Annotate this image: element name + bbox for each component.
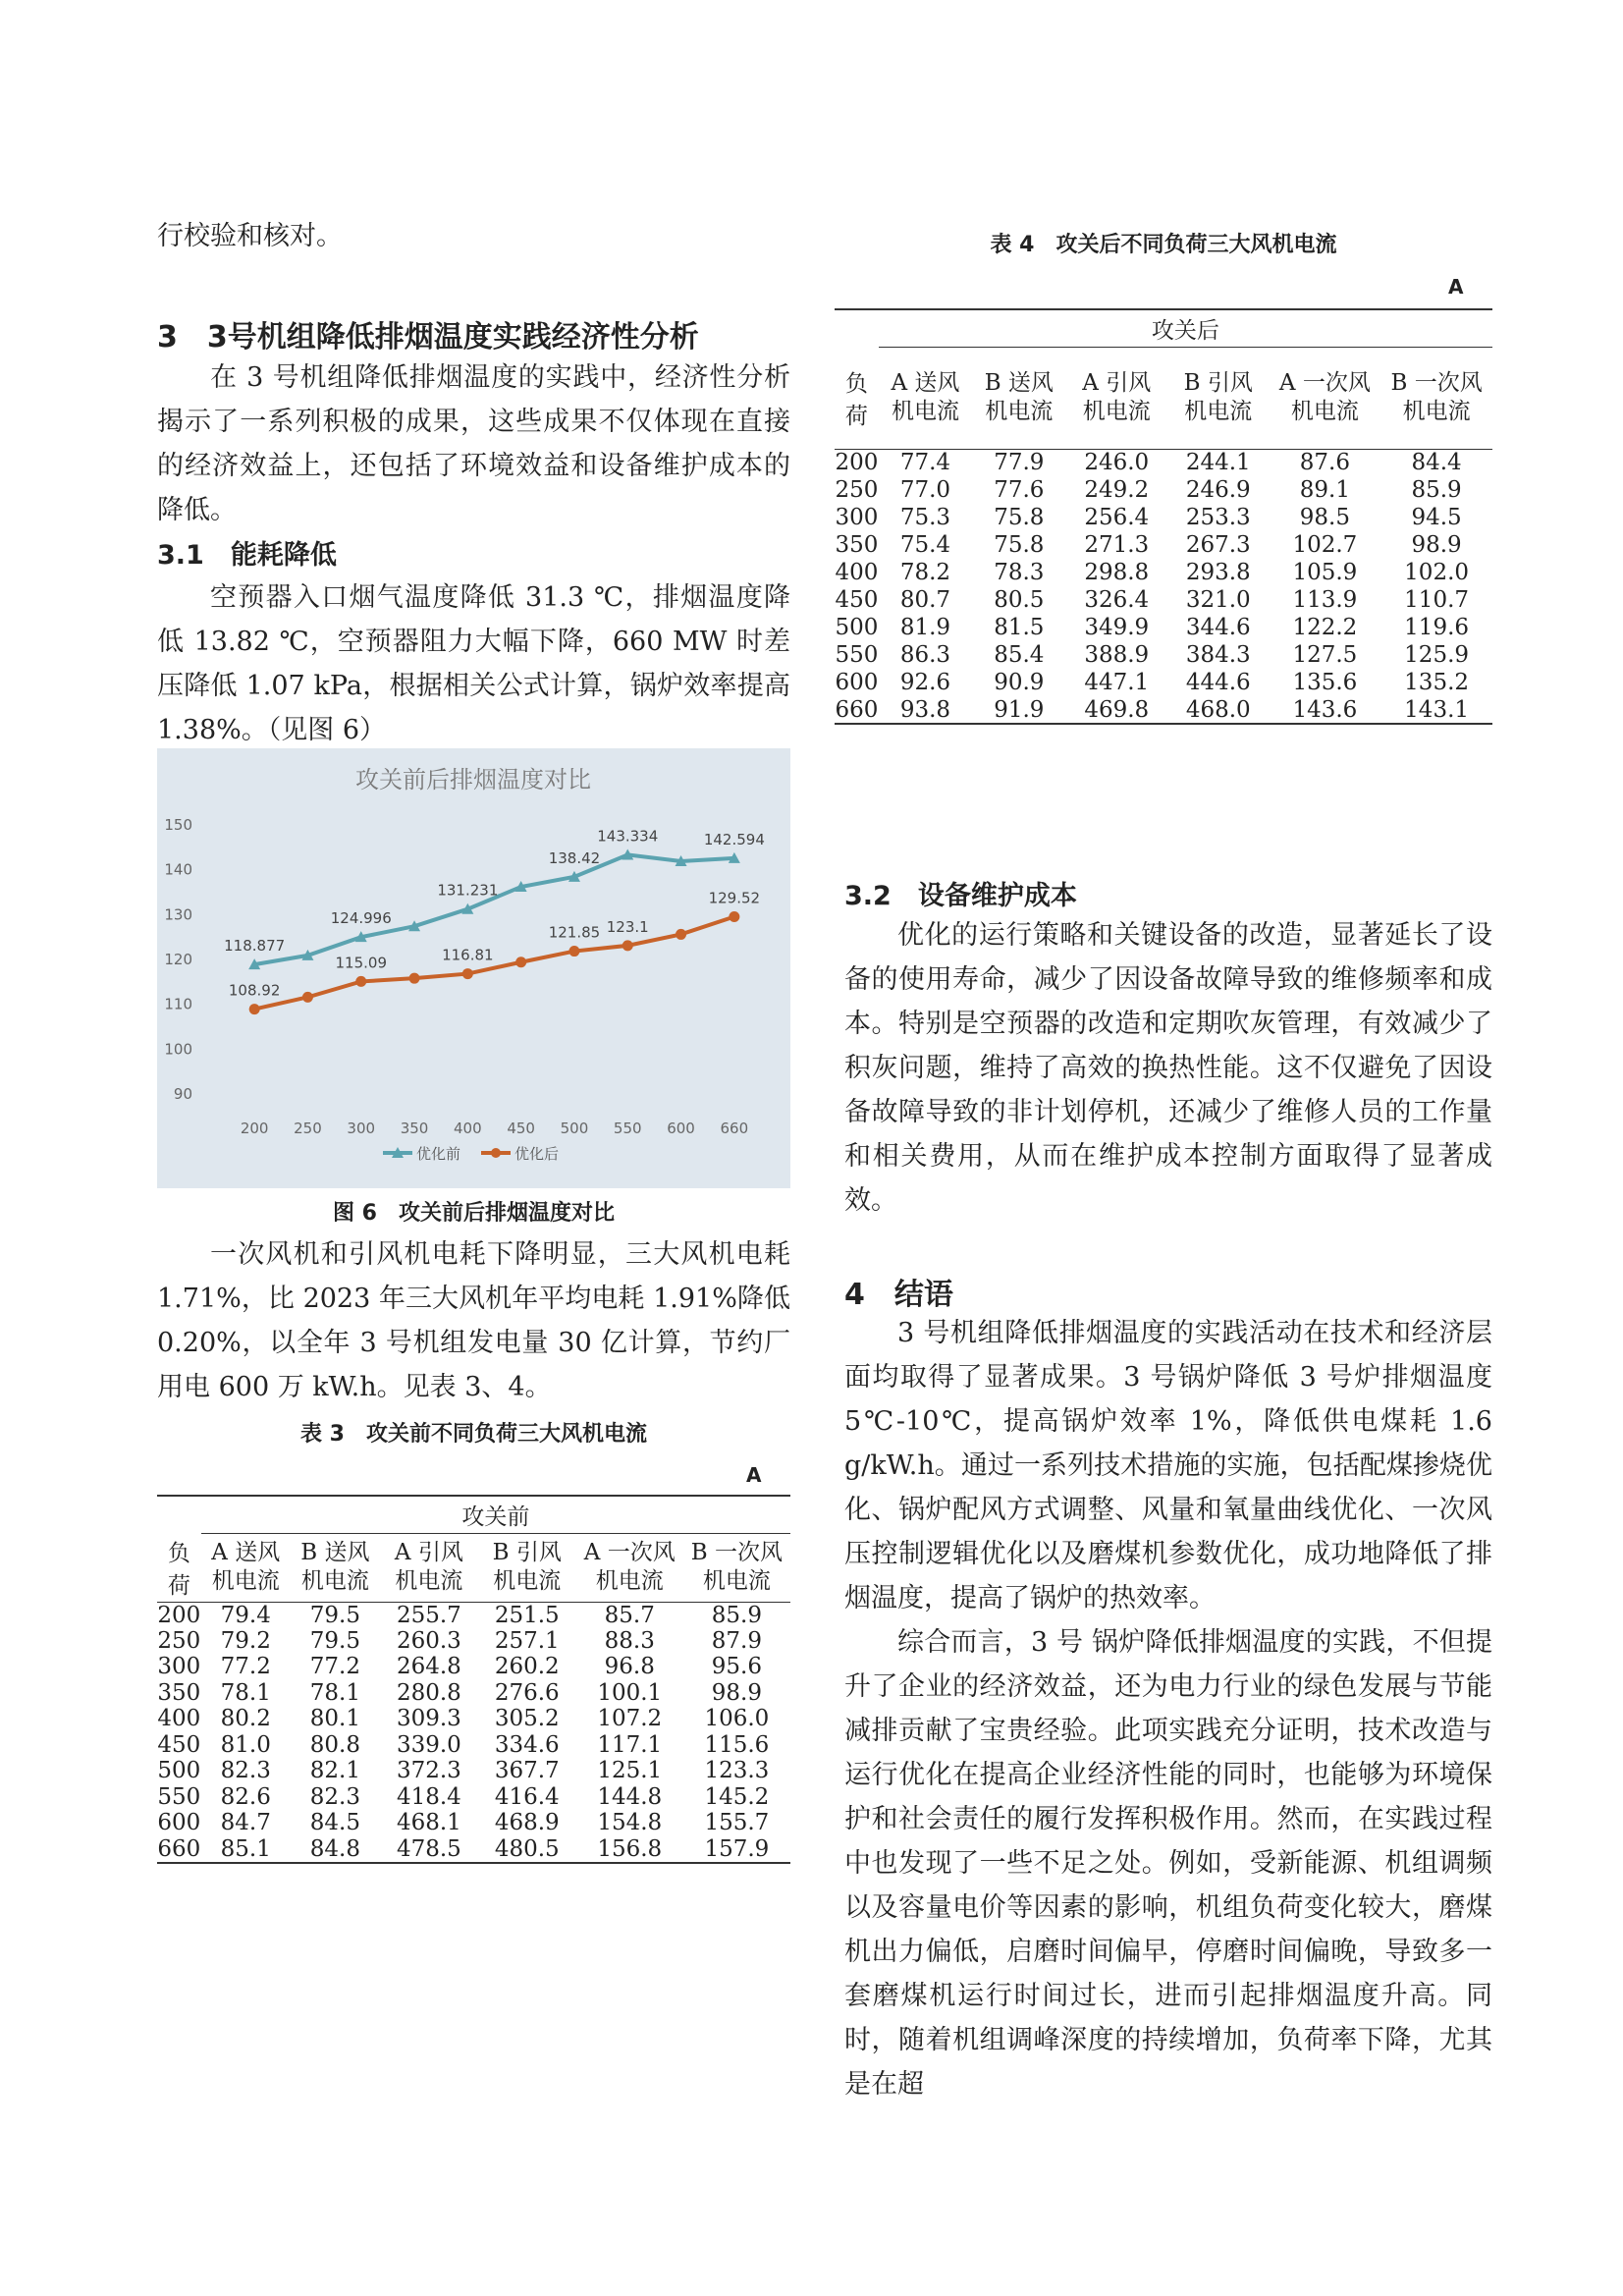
table-row bbox=[157, 1732, 790, 1759]
table-load-cell: 450 bbox=[157, 1731, 201, 1758]
table-load-cell: 600 bbox=[157, 1810, 201, 1836]
figure-6-caption: 图 6 攻关前后排烟温度对比 bbox=[333, 1201, 615, 1226]
series-point bbox=[729, 911, 739, 922]
table-cell: 321.0 bbox=[1185, 587, 1251, 613]
table-cell: 85.9 bbox=[1411, 477, 1462, 503]
table-cell: 384.3 bbox=[1185, 642, 1251, 668]
table-cell: 271.3 bbox=[1084, 532, 1150, 558]
table-cell: 78.1 bbox=[309, 1679, 360, 1706]
table-cell: 246.0 bbox=[1084, 450, 1150, 476]
table-cell: 91.9 bbox=[994, 696, 1045, 723]
subsection-3-1-paragraph: 空预器入口烟气温度降低 31.3 ℃，排烟温度降低 13.82 ℃，空预器阻力大幅下降，660 MW 时差压降低 1.07 kPa，根据相关公式计算，锅炉效率提高 1.38%。（见图 6） bbox=[157, 582, 790, 745]
table-cell: 253.3 bbox=[1185, 505, 1251, 530]
table-group-header-blank bbox=[835, 309, 879, 347]
table-cell: 75.3 bbox=[899, 505, 951, 530]
table-cell: 84.5 bbox=[309, 1810, 360, 1836]
table-cell: 77.0 bbox=[899, 477, 951, 503]
table-group-header-row bbox=[835, 309, 1492, 347]
table-cell: 447.1 bbox=[1084, 670, 1150, 695]
y-tick-label: 100 bbox=[164, 1040, 192, 1059]
table-row bbox=[157, 1836, 790, 1863]
x-tick-label: 200 bbox=[240, 1120, 269, 1137]
x-tick-label: 400 bbox=[454, 1120, 482, 1137]
table-cell: 87.9 bbox=[711, 1627, 762, 1654]
table-cell: 84.8 bbox=[309, 1835, 360, 1862]
table-cell: 123.3 bbox=[704, 1758, 770, 1784]
table-load-cell: 400 bbox=[835, 560, 879, 585]
series-line-2 bbox=[254, 917, 734, 1010]
data-label: 121.85 bbox=[548, 923, 601, 942]
x-tick-label: 450 bbox=[507, 1120, 535, 1137]
table-cell: 79.5 bbox=[309, 1602, 360, 1628]
table-cell: 334.6 bbox=[494, 1731, 560, 1758]
data-label: 131.231 bbox=[437, 881, 499, 900]
table-cell: 125.9 bbox=[1404, 642, 1470, 668]
table-row bbox=[157, 1810, 790, 1836]
data-label: 116.81 bbox=[442, 946, 494, 964]
table-row bbox=[157, 1654, 790, 1680]
data-label: 142.594 bbox=[703, 830, 765, 848]
table-cell: 255.7 bbox=[396, 1602, 461, 1628]
table-cell: 90.9 bbox=[994, 670, 1045, 695]
series-point bbox=[355, 976, 366, 987]
table-load-cell: 250 bbox=[835, 477, 879, 503]
table-cell: 106.0 bbox=[704, 1706, 770, 1732]
table-cell: 256.4 bbox=[1084, 505, 1150, 530]
series-line-1 bbox=[254, 854, 734, 964]
table-cell: 119.6 bbox=[1404, 615, 1470, 640]
subsection-3-1-title: 3.1 能耗降低 bbox=[157, 540, 337, 571]
table-cell: 468.9 bbox=[494, 1810, 560, 1836]
table-load-cell: 450 bbox=[835, 587, 879, 613]
table-cell: 98.9 bbox=[1411, 532, 1462, 558]
table-cell: 98.9 bbox=[711, 1679, 762, 1706]
table-cell: 264.8 bbox=[396, 1654, 461, 1680]
table-cell: 79.2 bbox=[220, 1627, 271, 1654]
table-cell: 93.8 bbox=[899, 696, 951, 723]
table-cell: 122.2 bbox=[1292, 615, 1358, 640]
table-cell: 416.4 bbox=[494, 1783, 560, 1810]
legend-label: 优化前 bbox=[416, 1145, 461, 1163]
series-point bbox=[676, 929, 686, 940]
y-tick-label: 120 bbox=[164, 951, 192, 968]
table-load-cell: 200 bbox=[157, 1602, 201, 1628]
table-cell: 81.0 bbox=[220, 1731, 271, 1758]
data-label: 124.996 bbox=[330, 909, 392, 928]
subsection-3-2-title: 3.2 设备维护成本 bbox=[844, 881, 1077, 911]
table-cell: 280.8 bbox=[396, 1679, 461, 1706]
table-cell: 77.2 bbox=[309, 1654, 360, 1680]
table-cell: 125.1 bbox=[597, 1758, 663, 1784]
table-cell: 87.6 bbox=[1299, 450, 1350, 476]
table-row bbox=[157, 1680, 790, 1707]
series-point bbox=[622, 940, 633, 951]
table-cell: 267.3 bbox=[1185, 532, 1251, 558]
table-load-cell: 500 bbox=[835, 615, 879, 640]
table-cell: 102.7 bbox=[1292, 532, 1358, 558]
table-cell: 88.3 bbox=[604, 1627, 655, 1654]
table-cell: 95.6 bbox=[711, 1654, 762, 1680]
table-row bbox=[157, 1706, 790, 1732]
table-column-header: B 一次风机电流 bbox=[1390, 370, 1483, 424]
table-cell: 77.2 bbox=[220, 1654, 271, 1680]
data-label: 123.1 bbox=[606, 917, 649, 936]
y-tick-label: 140 bbox=[164, 860, 192, 879]
table-cell: 154.8 bbox=[597, 1810, 663, 1836]
table-group-header: 攻关前 bbox=[201, 1496, 790, 1533]
table-cell: 75.4 bbox=[899, 532, 951, 558]
table-load-cell: 300 bbox=[835, 505, 879, 530]
chart-plot-area bbox=[164, 816, 765, 1163]
table-cell: 77.6 bbox=[994, 477, 1045, 503]
table-cell: 469.8 bbox=[1084, 696, 1150, 723]
table-row bbox=[157, 1628, 790, 1655]
table-load-cell: 300 bbox=[157, 1654, 201, 1680]
table-load-header: 负荷 bbox=[844, 370, 868, 429]
x-tick-label: 600 bbox=[667, 1120, 695, 1137]
paragraph-after-figure: 一次风机和引风机电耗下降明显，三大风机电耗 1.71%，比 2023 年三大风机年平均电耗 1.91%降低 0.20%，以全年 3 号机组发电量 30 亿计算，节约厂用电 600 万 kW.h。见表 3、4。 bbox=[157, 1239, 790, 1402]
table-cell: 96.8 bbox=[604, 1654, 655, 1680]
data-label: 129.52 bbox=[708, 889, 761, 907]
table-group-header-row bbox=[157, 1496, 790, 1533]
table-cell: 157.9 bbox=[704, 1835, 770, 1862]
chart-title: 攻关前后排烟温度对比 bbox=[355, 766, 591, 793]
series-point bbox=[302, 992, 313, 1003]
table-cell: 418.4 bbox=[396, 1783, 461, 1810]
series-point bbox=[409, 973, 420, 984]
table-3 bbox=[157, 1495, 790, 1864]
data-label: 108.92 bbox=[228, 981, 281, 1000]
x-tick-label: 250 bbox=[294, 1120, 322, 1137]
table-load-cell: 200 bbox=[835, 450, 879, 476]
table-cell: 94.5 bbox=[1411, 505, 1462, 530]
table-cell: 339.0 bbox=[396, 1731, 461, 1758]
table-cell: 82.6 bbox=[220, 1783, 271, 1810]
table-cell: 468.1 bbox=[396, 1810, 461, 1836]
chart-svg bbox=[157, 748, 790, 1188]
table-cell: 84.4 bbox=[1411, 450, 1462, 476]
section-4-paragraph-1: 3 号机组降低排烟温度的实践活动在技术和经济层面均取得了显著成果。3 号锅炉降低 3 号炉排烟温度 5℃-10℃，提高锅炉效率 1%，降低供电煤耗 1.6 g/kW.h。通过一系列技术措施的实施，包括配煤掺烧优化、锅炉配风方式调整、风量和氧量曲线优化、一次风压控制逻辑优化以及磨煤机参数优化，成功地降低了排烟温度，提高了锅炉的热效率。 bbox=[844, 1318, 1492, 1613]
table-cell: 344.6 bbox=[1185, 615, 1251, 640]
table-3-unit: A bbox=[746, 1463, 762, 1487]
table-4-caption: 表 4 攻关后不同负荷三大风机电流 bbox=[990, 233, 1337, 257]
table-cell: 110.7 bbox=[1404, 587, 1470, 613]
table-row bbox=[835, 641, 1492, 669]
table-cell: 82.3 bbox=[309, 1783, 360, 1810]
table-cell: 75.8 bbox=[994, 532, 1045, 558]
table-column-header: B 引风机电流 bbox=[492, 1540, 562, 1594]
table-cell: 85.1 bbox=[220, 1835, 271, 1862]
table-load-header: 负荷 bbox=[167, 1540, 190, 1599]
x-tick-label: 550 bbox=[613, 1120, 642, 1137]
table-row bbox=[835, 559, 1492, 586]
table-load-cell: 660 bbox=[157, 1835, 201, 1862]
table-cell: 127.5 bbox=[1292, 642, 1358, 668]
figure-6-chart bbox=[157, 748, 790, 1188]
table-cell: 98.5 bbox=[1299, 505, 1350, 530]
table-column-header-row bbox=[157, 1533, 790, 1602]
section-3-title: 3 3号机组降低排烟温度实践经济性分析 bbox=[157, 320, 699, 355]
table-cell: 80.7 bbox=[899, 587, 951, 613]
table-cell: 75.8 bbox=[994, 505, 1045, 530]
table-column-header: A 引风机电流 bbox=[394, 1540, 463, 1594]
table-cell: 309.3 bbox=[396, 1706, 461, 1732]
data-label: 143.334 bbox=[597, 827, 659, 846]
legend-marker bbox=[491, 1148, 501, 1158]
table-cell: 326.4 bbox=[1084, 587, 1150, 613]
table-cell: 80.1 bbox=[309, 1706, 360, 1732]
table-cell: 85.9 bbox=[711, 1602, 762, 1628]
table-cell: 244.1 bbox=[1185, 450, 1251, 476]
series-point bbox=[568, 946, 579, 957]
table-cell: 79.4 bbox=[220, 1602, 271, 1628]
table-cell: 251.5 bbox=[494, 1602, 560, 1628]
table-cell: 115.6 bbox=[704, 1731, 770, 1758]
table-column-header: B 引风机电流 bbox=[1183, 370, 1253, 424]
table-load-cell: 550 bbox=[157, 1783, 201, 1810]
table-cell: 293.8 bbox=[1185, 560, 1251, 585]
table-load-cell: 660 bbox=[835, 696, 879, 723]
table-cell: 156.8 bbox=[597, 1835, 663, 1862]
table-cell: 79.5 bbox=[309, 1627, 360, 1654]
table-cell: 86.3 bbox=[899, 642, 951, 668]
table-row bbox=[835, 586, 1492, 614]
table-row bbox=[835, 531, 1492, 559]
table-load-cell: 400 bbox=[157, 1706, 201, 1732]
table-row bbox=[835, 696, 1492, 724]
table-4-unit: A bbox=[1448, 275, 1464, 299]
table-cell: 117.1 bbox=[597, 1731, 663, 1758]
table-row bbox=[835, 449, 1492, 476]
table-column-header-row bbox=[835, 347, 1492, 449]
table-cell: 155.7 bbox=[704, 1810, 770, 1836]
table-cell: 107.2 bbox=[597, 1706, 663, 1732]
table-cell: 102.0 bbox=[1404, 560, 1470, 585]
table-cell: 257.1 bbox=[494, 1627, 560, 1654]
legend-label: 优化后 bbox=[514, 1145, 560, 1163]
table-cell: 84.7 bbox=[220, 1810, 271, 1836]
table-cell: 246.9 bbox=[1185, 477, 1251, 503]
table-cell: 77.9 bbox=[994, 450, 1045, 476]
table-cell: 349.9 bbox=[1084, 615, 1150, 640]
table-column-header: A 送风机电流 bbox=[211, 1540, 281, 1594]
table-load-cell: 600 bbox=[835, 670, 879, 695]
table-cell: 78.3 bbox=[994, 560, 1045, 585]
table-cell: 298.8 bbox=[1084, 560, 1150, 585]
table-4 bbox=[835, 308, 1492, 725]
table-cell: 480.5 bbox=[494, 1835, 560, 1862]
table-cell: 468.0 bbox=[1185, 696, 1251, 723]
table-cell: 367.7 bbox=[494, 1758, 560, 1784]
table-cell: 143.1 bbox=[1404, 696, 1470, 723]
table-row bbox=[835, 476, 1492, 504]
table-column-header: B 一次风机电流 bbox=[690, 1540, 783, 1594]
x-tick-label: 500 bbox=[560, 1120, 589, 1137]
table-column-header: A 引风机电流 bbox=[1082, 370, 1152, 424]
table-cell: 143.6 bbox=[1292, 696, 1358, 723]
table-cell: 113.9 bbox=[1292, 587, 1358, 613]
table-cell: 260.2 bbox=[494, 1654, 560, 1680]
y-tick-label: 110 bbox=[164, 995, 192, 1013]
table-cell: 80.8 bbox=[309, 1731, 360, 1758]
table-group-header-blank bbox=[157, 1496, 201, 1533]
table-cell: 135.6 bbox=[1292, 670, 1358, 695]
x-tick-label: 660 bbox=[720, 1120, 749, 1137]
table-load-cell: 550 bbox=[835, 642, 879, 668]
table-cell: 81.9 bbox=[899, 615, 951, 640]
table-cell: 372.3 bbox=[396, 1758, 461, 1784]
table-3-caption: 表 3 攻关前不同负荷三大风机电流 bbox=[300, 1422, 647, 1447]
y-tick-label: 90 bbox=[173, 1085, 192, 1103]
table-cell: 80.2 bbox=[220, 1706, 271, 1732]
table-cell: 80.5 bbox=[994, 587, 1045, 613]
table-cell: 144.8 bbox=[597, 1783, 663, 1810]
table-cell: 100.1 bbox=[597, 1679, 663, 1706]
table-column-header: B 送风机电流 bbox=[984, 370, 1054, 424]
table-cell: 85.7 bbox=[604, 1602, 655, 1628]
table-cell: 276.6 bbox=[494, 1679, 560, 1706]
y-tick-label: 130 bbox=[164, 905, 192, 924]
data-label: 115.09 bbox=[335, 954, 387, 972]
table-cell: 82.3 bbox=[220, 1758, 271, 1784]
section-3-paragraph: 在 3 号机组降低排烟温度的实践中，经济性分析揭示了一系列积极的成果，这些成果不仅体现在直接的经济效益上，还包括了环境效益和设备维护成本的降低。 bbox=[157, 362, 790, 525]
table-cell: 305.2 bbox=[494, 1706, 560, 1732]
table-load-cell: 500 bbox=[157, 1758, 201, 1784]
table-cell: 81.5 bbox=[994, 615, 1045, 640]
section-4-title: 4 结语 bbox=[844, 1278, 953, 1312]
table-cell: 388.9 bbox=[1084, 642, 1150, 668]
data-label: 138.42 bbox=[548, 848, 601, 867]
table-load-cell: 350 bbox=[835, 532, 879, 558]
section-4-paragraph-2: 综合而言，3 号 锅炉降低排烟温度的实践，不但提升了企业的经济效益，还为电力行业的绿色发展与节能减排贡献了宝贵经验。此项实践充分证明，技术改造与运行优化在提高企业经济性能的同时，也能够为环境保护和社会责任的履行发挥积极作用。然而，在实践过程中也发现了一些不足之处。例如，受新能源、机组调频以及容量电价等因素的影响，机组负荷变化较大，磨煤机出力偏低，启磨时间偏早，停磨时间偏晚，导致多一套磨煤机运行时间过长，进而引起排烟温度升高。同时，随着机组调峰深度的持续增加，负荷率下降，尤其是在超 bbox=[844, 1627, 1492, 2100]
table-row bbox=[157, 1784, 790, 1811]
table-column-header: A 一次风机电流 bbox=[583, 1540, 676, 1594]
series-point bbox=[515, 957, 526, 967]
table-cell: 82.1 bbox=[309, 1758, 360, 1784]
series-point bbox=[462, 968, 473, 979]
x-tick-label: 300 bbox=[347, 1120, 376, 1137]
table-cell: 78.1 bbox=[220, 1679, 271, 1706]
table-cell: 145.2 bbox=[704, 1783, 770, 1810]
table-row bbox=[835, 504, 1492, 531]
subsection-3-2-paragraph: 优化的运行策略和关键设备的改造，显著延长了设备的使用寿命，减少了因设备故障导致的维修频率和成本。特别是空预器的改造和定期吹灰管理，有效减少了积灰问题，维持了高效的换热性能。这不仅避免了因设备故障导致的非计划停机，还减少了维修人员的工作量和相关费用，从而在维护成本控制方面取得了显著成效。 bbox=[844, 920, 1492, 1216]
table-row bbox=[157, 1602, 790, 1628]
table-column-header: A 一次风机电流 bbox=[1278, 370, 1371, 424]
table-cell: 135.2 bbox=[1404, 670, 1470, 695]
table-column-header: B 送风机电流 bbox=[300, 1540, 370, 1594]
series-point bbox=[249, 1004, 260, 1014]
table-cell: 260.3 bbox=[396, 1627, 461, 1654]
table-cell: 85.4 bbox=[994, 642, 1045, 668]
x-tick-label: 350 bbox=[400, 1120, 429, 1137]
table-cell: 249.2 bbox=[1084, 477, 1150, 503]
table-row bbox=[835, 669, 1492, 696]
data-label: 118.877 bbox=[224, 937, 286, 956]
table-cell: 478.5 bbox=[396, 1835, 461, 1862]
table-row bbox=[157, 1758, 790, 1784]
continuation-text: 行校验和核对。 bbox=[157, 221, 343, 251]
table-group-header: 攻关后 bbox=[879, 309, 1492, 347]
table-cell: 92.6 bbox=[899, 670, 951, 695]
table-cell: 78.2 bbox=[899, 560, 951, 585]
table-cell: 89.1 bbox=[1299, 477, 1350, 503]
y-tick-label: 150 bbox=[164, 816, 192, 834]
table-cell: 105.9 bbox=[1292, 560, 1358, 585]
table-column-header: A 送风机电流 bbox=[891, 370, 960, 424]
table-row bbox=[835, 614, 1492, 641]
table-load-cell: 250 bbox=[157, 1627, 201, 1654]
table-cell: 444.6 bbox=[1185, 670, 1251, 695]
table-load-cell: 350 bbox=[157, 1679, 201, 1706]
table-cell: 77.4 bbox=[899, 450, 951, 476]
